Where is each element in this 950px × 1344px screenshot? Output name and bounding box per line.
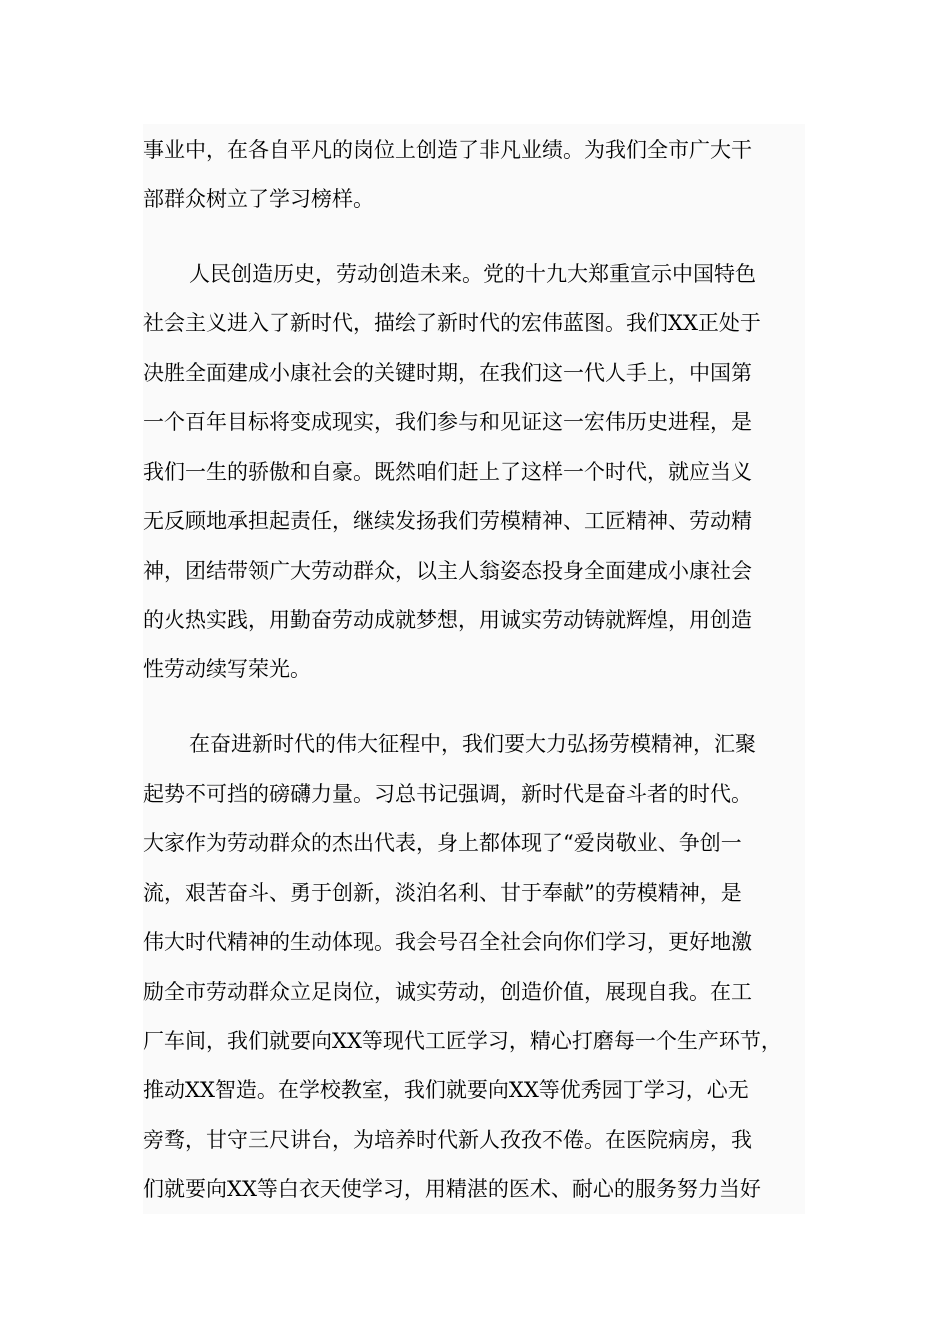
text-line: 励全市劳动群众立足岗位，诚实劳动，创造价值，展现自我。在工 [143, 980, 752, 1004]
text-line: 大家作为劳动群众的杰出代表，身上都体现了“爱岗敬业、争创一 [143, 831, 742, 855]
text-line: 无反顾地承担起责任，继续发扬我们劳模精神、工匠精神、劳动精 [143, 509, 752, 533]
text-line: 事业中，在各自平凡的岗位上创造了非凡业绩。为我们全市广大干 [143, 138, 752, 162]
text-line: 流，艰苦奋斗、勇于创新，淡泊名利、甘于奉献”的劳模精神，是 [143, 881, 742, 905]
text-line: 部群众树立了学习榜样。 [143, 187, 374, 211]
text-line: 神，团结带领广大劳动群众，以主人翁姿态投身全面建成小康社会 [143, 559, 752, 583]
text-line: 厂车间，我们就要向XX等现代工匠学习，精心打磨每一个生产环节， [143, 1029, 782, 1053]
text-line: 推动XX智造。在学校教室，我们就要向XX等优秀园丁学习，心无 [143, 1078, 749, 1102]
paragraph-first-line: 人民创造历史，劳动创造未来。党的十九大郑重宣示中国特色 [189, 262, 756, 286]
text-line: 社会主义进入了新时代，描绘了新时代的宏伟蓝图。我们XX正处于 [143, 311, 761, 335]
text-line: 一个百年目标将变成现实，我们参与和见证这一宏伟历史进程，是 [143, 410, 752, 434]
text-line: 的火热实践，用勤奋劳动成就梦想，用诚实劳动铸就辉煌，用创造 [143, 608, 752, 632]
text-line: 起势不可挡的磅礴力量。习总书记强调，新时代是奋斗者的时代。 [143, 782, 752, 806]
text-line: 我们一生的骄傲和自豪。既然咱们赶上了这样一个时代，就应当义 [143, 460, 752, 484]
text-line: 旁骛，甘守三尺讲台，为培养时代新人孜孜不倦。在医院病房，我 [143, 1128, 752, 1152]
paragraph-first-line: 在奋进新时代的伟大征程中，我们要大力弘扬劳模精神，汇聚 [189, 732, 756, 756]
text-line: 伟大时代精神的生动体现。我会号召全社会向你们学习，更好地激 [143, 930, 752, 954]
text-line: 们就要向XX等白衣天使学习，用精湛的医术、耐心的服务努力当好 [143, 1177, 761, 1201]
text-line: 性劳动续写荣光。 [143, 657, 311, 681]
text-line: 决胜全面建成小康社会的关键时期，在我们这一代人手上，中国第 [143, 361, 752, 385]
